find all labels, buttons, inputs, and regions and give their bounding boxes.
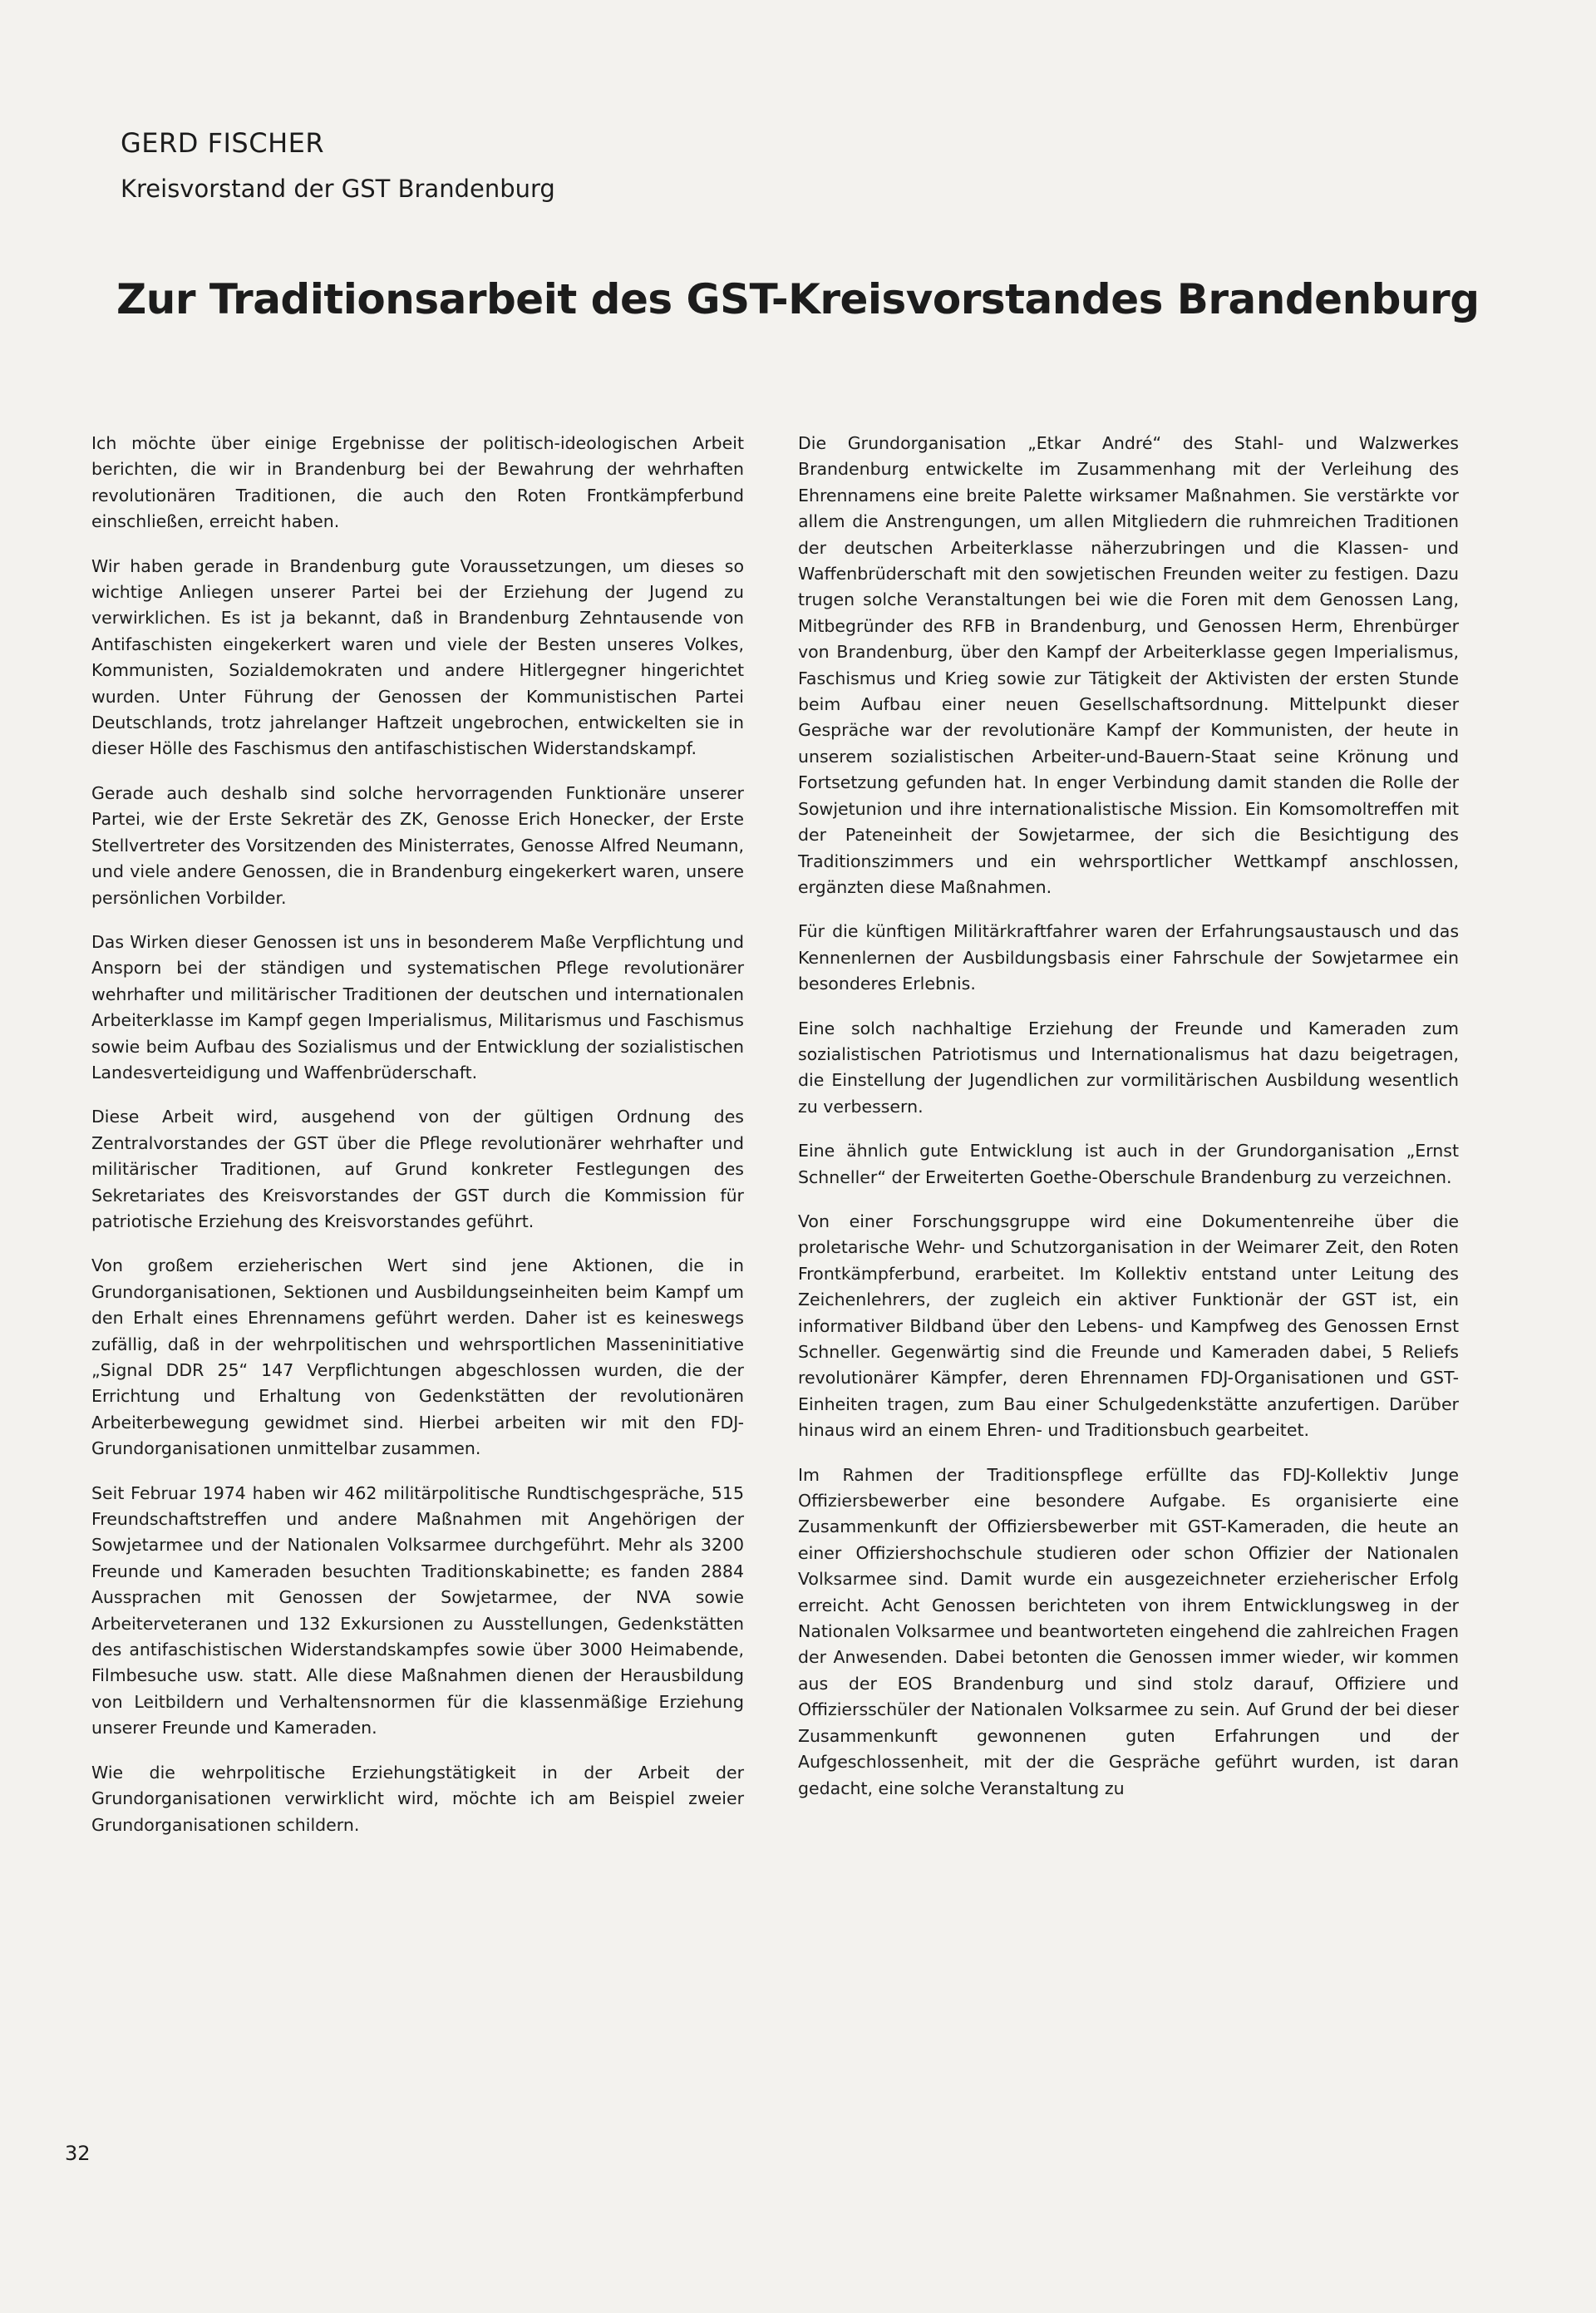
paragraph: Wir haben gerade in Brandenburg gute Voraussetzungen, um dieses so wichtige Anliegen unserer Partei bei der Erziehung der Jugend zu verwirklichen. Es ist ja bekannt, daß in Brandenburg Zehntausende von Antifaschisten eingekerkert waren und viele der Besten unseres Volkes, Kommunisten, Sozialdemokraten und andere Hitlergegner hingerichtet wurden. Unter Führung der Genossen der Kommunistischen Partei Deutschlands, trotz jahrelanger Haftzeit ungebrochen, entwickelten sie in dieser Hölle des Faschismus den antifaschistischen Widerstandskampf. — [91, 555, 744, 759]
left-text-column — [91, 431, 744, 1857]
page-number: 32 — [65, 2142, 91, 2165]
author-name: GERD FISCHER — [121, 127, 325, 159]
paragraph: Eine solch nachhaltige Erziehung der Freunde und Kameraden zum sozialistischen Patriotismus und Internationalismus hat dazu beigetragen, die Einstellung der Jugendlichen zur vormilitärischen Ausbildung wesentlich zu verbessern. — [798, 1018, 1459, 1117]
paragraph: Die Grundorganisation „Etkar André“ des Stahl- und Walzwerkes Brandenburg entwickelte im Zusammenhang mit der Verleihung des Ehrennamens eine breite Palette wirksamer Maßnahmen. Sie verstärkte vor allem die Anstrengungen, um allen Mitgliedern die ruhmreichen Traditionen der deutschen Arbeiterklasse näherzubringen und die Klassen- und Waffenbrüderschaft mit den sowjetischen Freunden weiter zu festigen. Dazu trugen solche Veranstaltungen bei wie die Foren mit dem Genossen Lang, Mitbegründer des RFB in Brandenburg, und Genossen Herm, Ehrenbürger von Brandenburg, über den Kampf der Arbeiterklasse gegen Imperialismus, Faschismus und Krieg sowie zur Tätigkeit der Aktivisten der ersten Stunde beim Aufbau einer neuen Gesellschaftsordnung. Mittelpunkt dieser Gespräche war der revolutionäre Kampf der Kommunisten, der heute in unserem sozialistischen Arbeiter-und-Bauern-Staat seine Krönung und Fortsetzung gefunden hat. In enger Verbindung damit standen die Rolle der Sowjetunion und ihre internationalistische Mission. Ein Komsomoltreffen mit der Pateneinheit der Sowjetarmee, der sich die Besichtigung des Traditionszimmers und ein wehrsportlicher Wettkampf anschlossen, ergänzten diese Maßnahmen. — [798, 433, 1459, 897]
paragraph: Gerade auch deshalb sind solche hervorragenden Funktionäre unserer Partei, wie der Erste Sekretär des ZK, Genosse Erich Honecker, der Erste Stellvertreter des Vorsitzenden des Ministerrates, Genosse Alfred Neumann, und viele andere Genossen, die in Brandenburg eingekerkert waren, unsere persönlichen Vorbilder. — [91, 782, 744, 908]
paragraph: Seit Februar 1974 haben wir 462 militärpolitische Rundtischgespräche, 515 Freundschaftstreffen und andere Maßnahmen mit Angehörigen der Sowjetarmee und der Nationalen Volksarmee durchgeführt. Mehr als 3200 Freunde und Kameraden besuchten Traditionskabinette; es fanden 2884 Aussprachen mit Genossen der Sowjetarmee, der NVA sowie Arbeiterveteranen und 132 Exkursionen zu Ausstellungen, Gedenkstätten des antifaschistischen Widerstandskampfes sowie über 3000 Heimabende, Filmbesuche usw. statt. Alle diese Maßnahmen dienen der Herausbildung von Leitbildern und Verhaltensnormen für die klassenmäßige Erziehung unserer Freunde und Kameraden. — [91, 1482, 744, 1738]
paragraph: Das Wirken dieser Genossen ist uns in besonderem Maße Verpflichtung und Ansporn bei der ständigen und systematischen Pflege revolutionärer wehrhafter und militärischer Traditionen der deutschen und internationalen Arbeiterklasse im Kampf gegen Imperialismus, Militarismus und Faschismus sowie beim Aufbau des Sozialismus und der Entwicklung der sozialistischen Landesverteidigung und Waffenbrüderschaft. — [91, 931, 744, 1083]
paragraph: Im Rahmen der Traditionspflege erfüllte das FDJ-Kollektiv Junge Offiziersbewerber eine besondere Aufgabe. Es organisierte eine Zusammenkunft der Offiziersbewerber mit GST-Kameraden, die heute an einer Offiziershochschule studieren oder schon Offizier der Nationalen Volksarmee sind. Damit wurde ein ausgezeichneter erzieherischer Erfolg erreicht. Acht Genossen berichteten von ihrem Entwicklungsweg in der Nationalen Volksarmee und beantworteten eingehend die zahlreichen Fragen der Anwesenden. Dabei betonten die Genossen immer wieder, wir kommen aus der EOS Brandenburg und sind stolz darauf, Offiziere und Offiziersschüler der Nationalen Volksarmee zu sein. Auf Grund der bei dieser Zusammenkunft gewonnenen guten Erfahrungen und der Aufgeschlossenheit, mit der die Gespräche geführt wurden, ist daran gedacht, eine solche Veranstaltung zu — [798, 1464, 1459, 1798]
paragraph: Ich möchte über einige Ergebnisse der politisch-ideologischen Arbeit berichten, die wir in Brandenburg bei der Bewahrung der wehrhaften revolutionären Traditionen, die auch den Roten Frontkämpferbund einschließen, erreicht haben. — [91, 433, 744, 532]
right-text-column — [798, 431, 1459, 1820]
paragraph: Diese Arbeit wird, ausgehend von der gültigen Ordnung des Zentralvorstandes der GST über die Pflege revolutionärer wehrhafter und militärischer Traditionen, auf Grund konkreter Festlegungen des Sekretariates des Kreisvorstandes der GST durch die Kommission für patriotische Erziehung des Kreisvorstandes geführt. — [91, 1107, 744, 1231]
article-title: Zur Traditionsarbeit des GST-Kreisvorstandes Brandenburg — [116, 275, 1480, 323]
author-affiliation: Kreisvorstand der GST Brandenburg — [121, 175, 555, 203]
paragraph: Eine ähnlich gute Entwicklung ist auch in der Grundorganisation „Ernst Schneller“ der Erweiterten Goethe-Oberschule Brandenburg zu verzeichnen. — [798, 1141, 1459, 1187]
paragraph: Für die künftigen Militärkraftfahrer waren der Erfahrungsaustausch und das Kennenlernen der Ausbildungsbasis einer Fahrschule der Sowjetarmee ein besonderes Erlebnis. — [798, 921, 1459, 994]
paragraph: Von großem erzieherischen Wert sind jene Aktionen, die in Grundorganisationen, Sektionen und Ausbildungseinheiten beim Kampf um den Erhalt eines Ehrennamens geführt werden. Daher ist es keineswegs zufällig, daß in der wehrpolitischen und wehrsportlichen Masseninitiative „Signal DDR 25“ 147 Verpflichtungen abgeschlossen wurden, die der Errichtung und Erhaltung von Gedenkstätten der revolutionären Arbeiterbewegung gewidmet sind. Hierbei arbeiten wir mit den FDJ-Grundorganisationen unmittelbar zusammen. — [91, 1255, 744, 1459]
paragraph: Von einer Forschungsgruppe wird eine Dokumentenreihe über die proletarische Wehr- und Schutzorganisation in der Weimarer Zeit, den Roten Frontkämpferbund, erarbeitet. Im Kollektiv entstand unter Leitung des Zeichenlehrers, der zugleich ein aktiver Funktionär der GST ist, ein informativer Bildband über den Lebens- und Kampfweg des Genossen Ernst Schneller. Gegenwärtig sind die Freunde und Kameraden dabei, 5 Reliefs revolutionärer Kämpfer, deren Ehrennamen FDJ-Organisationen und GST-Einheiten tragen, zum Bau einer Schulgedenkstätte anzufertigen. Darüber hinaus wird an einem Ehren- und Traditionsbuch gearbeitet. — [798, 1211, 1459, 1441]
paragraph: Wie die wehrpolitische Erziehungstätigkeit in der Arbeit der Grundorganisationen verwirklicht wird, möchte ich am Beispiel zweier Grundorganisationen schildern. — [91, 1762, 744, 1835]
